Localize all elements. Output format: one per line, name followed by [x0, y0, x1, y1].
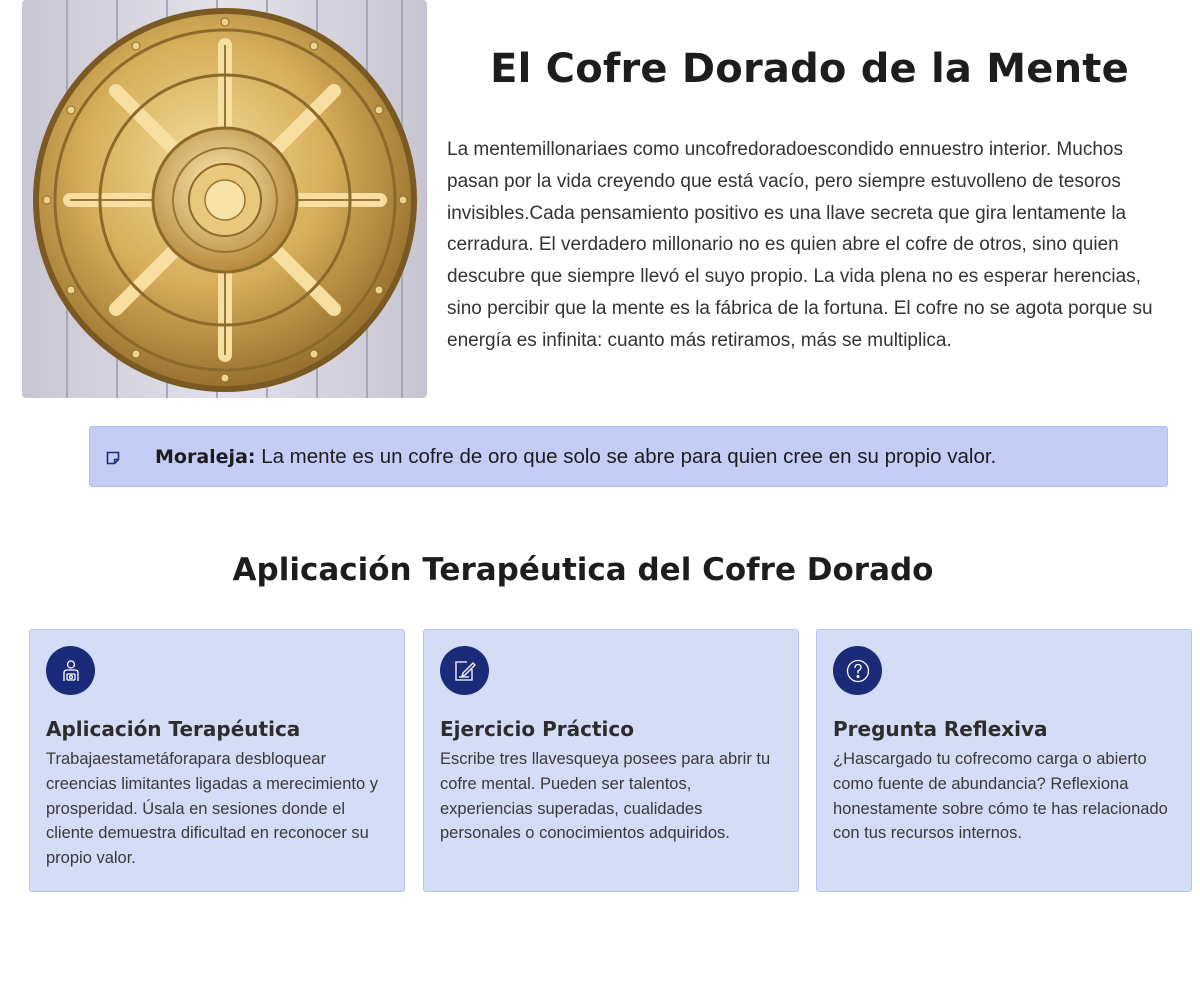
note-icon	[106, 450, 120, 464]
page-title: El Cofre Dorado de la Mente	[490, 46, 1129, 92]
moral-label: Moraleja:	[155, 445, 256, 468]
moral-body: La mente es un cofre de oro que solo se abre para quien cree en su propio valor.	[261, 444, 997, 468]
card-therapeutic-application	[29, 629, 405, 892]
moral-text	[155, 445, 996, 469]
golden-vault-image	[22, 0, 427, 398]
therapist-icon	[46, 646, 95, 695]
card-reflective-question	[816, 629, 1192, 892]
card-text: ¿Hascargado tu cofrecomo carga o abierto como fuente de abundancia? Reflexiona honestamente sobre cómo te has relacionado con tus recursos internos.	[833, 750, 1168, 843]
card-text: Trabajaestametáforapara desbloquear creencias limitantes ligadas a merecimiento y prosperidad. Úsala en sesiones donde el cliente demuestra dificultad en reconocer su propio valor.	[46, 750, 378, 868]
section-title: Aplicación Terapéutica del Cofre Dorado	[232, 552, 934, 588]
card-title: Pregunta Reflexiva	[833, 717, 1048, 741]
edit-icon	[440, 646, 489, 695]
vault-illustration	[22, 0, 427, 398]
card-title: Ejercicio Práctico	[440, 717, 634, 741]
moral-banner	[89, 426, 1168, 487]
card-text: Escribe tres llavesqueya posees para abrir tu cofre mental. Pueden ser talentos, experiencias superadas, cualidades personales o conocimientos adquiridos.	[440, 750, 771, 843]
card-practical-exercise	[423, 629, 799, 892]
question-icon	[833, 646, 882, 695]
intro-paragraph: La mentemillonariaes como uncofredoradoescondido ennuestro interior. Muchos pasan por la vida creyendo que está vacío, pero siempre estuvolleno de tesoros invisibles.Cada pensamiento positivo es una llave secreta que gira lentamente la cerradura. El verdadero millonario no es quien abre el cofre de otros, sino quien descubre que siempre llevó el suyo propio. La vida plena no es esperar herencias, sino percibir que la mente es la fábrica de la fortuna. El cofre no se agota porque su energía es infinita: cuanto más retiramos, más se multiplica.	[447, 139, 1153, 351]
card-title: Aplicación Terapéutica	[46, 717, 301, 741]
